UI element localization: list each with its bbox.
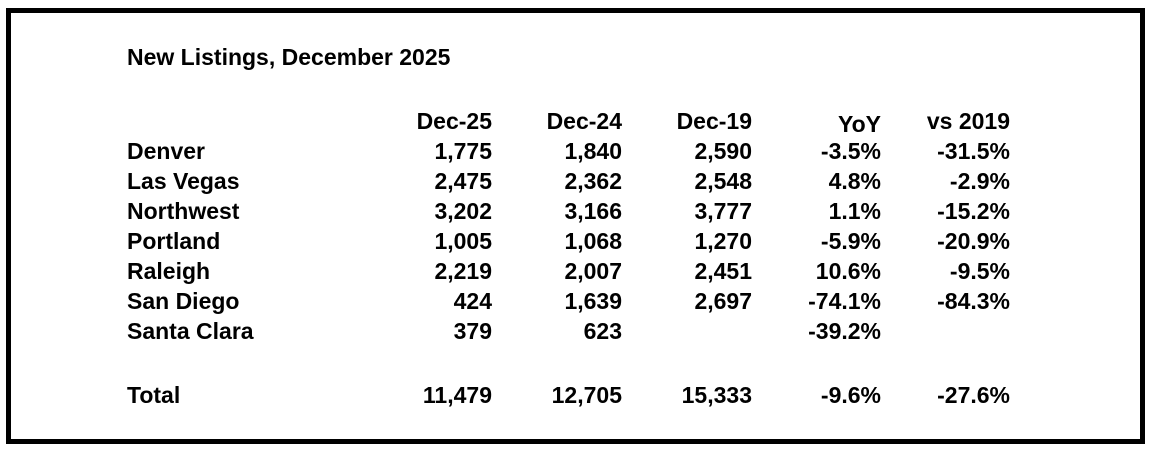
column-header-vs2019: vs 2019 — [926, 108, 1010, 134]
table-cell: -9.5% — [949, 258, 1010, 284]
table-cell: 1,639 — [564, 288, 622, 314]
table-cell: 2,219 — [434, 258, 492, 284]
column-header-dec19: Dec-19 — [676, 108, 752, 134]
table-cell: -3.5% — [820, 138, 881, 164]
table-cell: -84.3% — [937, 288, 1010, 314]
page-title: New Listings, December 2025 — [127, 44, 451, 70]
table-cell: 3,166 — [564, 198, 622, 224]
total-cell: -27.6% — [937, 382, 1010, 408]
table-cell: -31.5% — [937, 138, 1010, 164]
table-cell: 2,362 — [564, 168, 622, 194]
row-label-san-diego: San Diego — [127, 288, 240, 314]
table-cell: -39.2% — [808, 318, 881, 344]
table-cell: 1,840 — [564, 138, 622, 164]
total-cell: -9.6% — [820, 382, 881, 408]
row-label-northwest: Northwest — [127, 198, 240, 224]
table-cell: 424 — [453, 288, 492, 314]
total-cell: 12,705 — [551, 382, 622, 408]
table-cell: 379 — [453, 318, 492, 344]
table-cell: 1.1% — [828, 198, 881, 224]
table-cell: 2,697 — [694, 288, 752, 314]
column-header-yoy: YoY — [837, 111, 881, 137]
table-cell: 1,068 — [564, 228, 622, 254]
table-cell: -2.9% — [949, 168, 1010, 194]
row-label-portland: Portland — [127, 228, 221, 254]
row-label-raleigh: Raleigh — [127, 258, 211, 284]
table-cell: 4.8% — [828, 168, 881, 194]
table-cell: 2,590 — [694, 138, 752, 164]
table-cell: -5.9% — [820, 228, 881, 254]
total-cell: 11,479 — [422, 382, 492, 408]
row-label-santa-clara: Santa Clara — [127, 318, 254, 344]
table-cell: 1,270 — [694, 228, 752, 254]
table-cell: 2,007 — [564, 258, 622, 284]
total-cell: 15,333 — [681, 382, 752, 408]
table-cell: -15.2% — [937, 198, 1010, 224]
table-cell: 1,775 — [434, 138, 492, 164]
row-label-las-vegas: Las Vegas — [127, 168, 240, 194]
row-label-total: Total — [127, 382, 181, 408]
column-header-dec24: Dec-24 — [546, 108, 622, 134]
row-label-denver: Denver — [127, 138, 205, 164]
table-cell: 10.6% — [815, 258, 881, 284]
table-cell: -20.9% — [937, 228, 1010, 254]
table-cell: 2,475 — [434, 168, 492, 194]
table-cell: 2,451 — [694, 258, 752, 284]
table-cell: 2,548 — [694, 168, 752, 194]
column-header-dec25: Dec-25 — [416, 108, 492, 134]
table-cell: -74.1% — [808, 288, 881, 314]
table-cell: 3,777 — [694, 198, 752, 224]
table-cell: 3,202 — [434, 198, 492, 224]
table-cell: 623 — [583, 318, 622, 344]
table-cell: 1,005 — [434, 228, 492, 254]
